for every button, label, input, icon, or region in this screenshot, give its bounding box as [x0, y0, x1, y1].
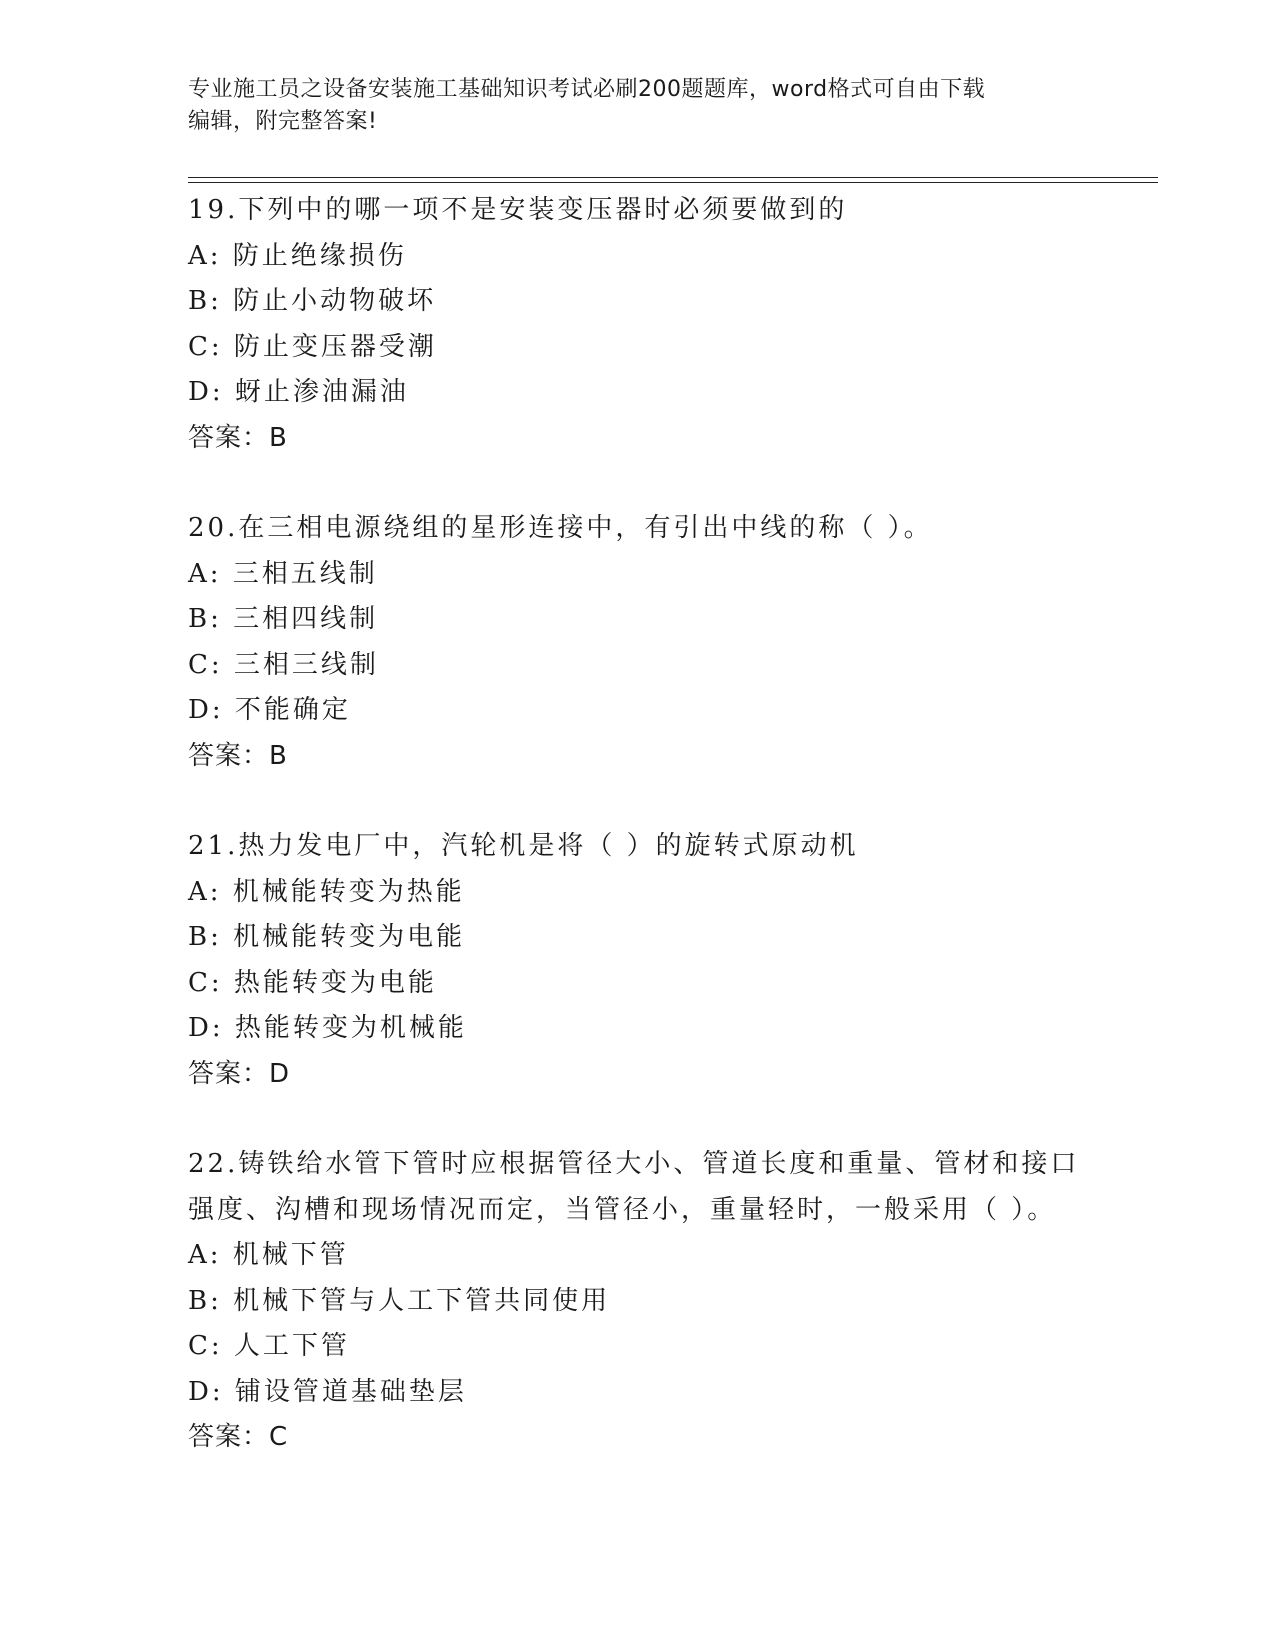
option-b: B: 三相四线制 [188, 604, 379, 634]
question-text: 19.下列中的哪一项不是安装变压器时必须要做到的 [188, 195, 848, 225]
option-b: B: 机械下管与人工下管共同使用 [188, 1285, 611, 1316]
answer-label: 答案：B [188, 740, 288, 771]
option-a: A: 三相五线制 [188, 558, 378, 589]
question-21 [188, 824, 1088, 1097]
option-d: D: 蚜止渗油漏油 [188, 377, 409, 407]
question-22 [188, 1142, 1088, 1461]
option-a: A: 防止绝缘损伤 [188, 240, 407, 271]
question-text-continued: 强度、沟槽和现场情况而定，当管径小，重量轻时，一般采用（ ）。 [188, 1194, 1057, 1225]
question-list [188, 188, 1088, 1506]
question-text: 22.铸铁给水管下管时应根据管径大小、管道长度和重量、管材和接口 [188, 1149, 1080, 1179]
header-divider-bottom [188, 182, 1158, 183]
header-line-2: 编辑，附完整答案! [188, 109, 378, 134]
answer-label: 答案：C [188, 1422, 289, 1452]
option-d: D: 铺设管道基础垫层 [188, 1376, 467, 1407]
question-19 [188, 188, 1088, 461]
option-c: C: 防止变压器受潮 [188, 331, 437, 362]
option-d: D: 热能转变为机械能 [188, 1013, 467, 1043]
option-a: A: 机械能转变为热能 [188, 876, 465, 907]
option-c: C: 人工下管 [188, 1331, 350, 1361]
option-b: B: 机械能转变为电能 [188, 922, 466, 952]
document-header [188, 74, 1088, 138]
question-20 [188, 506, 1088, 779]
option-d: D: 不能确定 [188, 695, 351, 725]
answer-label: 答案：B [188, 422, 288, 453]
option-a: A: 机械下管 [188, 1240, 349, 1270]
question-text: 20.在三相电源绕组的星形连接中，有引出中线的称（ ）。 [188, 513, 933, 543]
question-text: 21.热力发电厂中，汽轮机是将（ ）的旋转式原动机 [188, 831, 859, 861]
option-b: B: 防止小动物破坏 [188, 286, 437, 316]
answer-label: 答案：D [188, 1058, 291, 1089]
option-c: C: 热能转变为电能 [188, 967, 437, 998]
header-line-1: 专业施工员之设备安装施工基础知识考试必刷200题题库，word格式可自由下载 [188, 77, 986, 102]
header-divider-top [188, 177, 1158, 178]
option-c: C: 三相三线制 [188, 649, 379, 680]
